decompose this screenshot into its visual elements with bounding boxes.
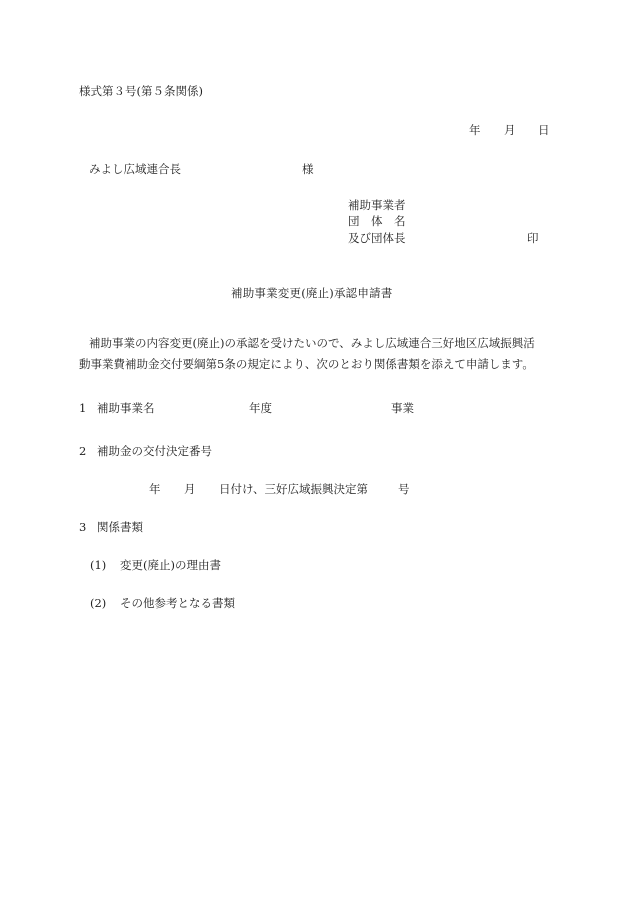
seal-mark: 印 — [527, 231, 539, 245]
doc-2-text: その他参考となる書類 — [120, 596, 235, 610]
item1-label: 補助事業名 — [97, 401, 155, 415]
item1-project-label: 事業 — [391, 401, 414, 415]
applicant-group-label: 団 体 名 — [348, 214, 406, 228]
item3-number: 3 — [79, 520, 87, 534]
item2-no-label: 号 — [398, 482, 410, 496]
item3-label: 関係書類 — [97, 520, 143, 534]
body-line-2: 動事業費補助金交付要綱第5条の規定により、次のとおり関係書類を添えて申請します。 — [79, 357, 534, 371]
doc-1-number: (1) — [90, 558, 107, 572]
item2-number: 2 — [79, 444, 87, 458]
date-month-label: 月 — [504, 123, 516, 137]
applicant-head-label: 及び団体長 — [348, 231, 406, 245]
form-number: 様式第３号(第５条関係) — [79, 84, 203, 98]
addressee-honorific: 様 — [302, 162, 314, 176]
date-year-label: 年 — [469, 123, 481, 137]
document-title: 補助事業変更(廃止)承認申請書 — [231, 286, 393, 300]
date-day-label: 日 — [538, 123, 550, 137]
applicant-business-label: 補助事業者 — [348, 198, 406, 212]
addressee-name: みよし広域連合長 — [89, 162, 181, 176]
item1-number: 1 — [79, 401, 87, 415]
item1-year-label: 年度 — [249, 401, 272, 415]
item2-year-label: 年 — [149, 482, 161, 496]
item2-dated-text: 日付け、三好広域振興決定第 — [219, 482, 369, 496]
doc-1-text: 変更(廃止)の理由書 — [120, 558, 221, 572]
doc-2-number: (2) — [90, 596, 107, 610]
item2-label: 補助金の交付決定番号 — [97, 444, 212, 458]
body-line-1: 補助事業の内容変更(廃止)の承認を受けたいので、みよし広域連合三好地区広域振興活 — [89, 336, 535, 350]
item2-month-label: 月 — [184, 482, 196, 496]
